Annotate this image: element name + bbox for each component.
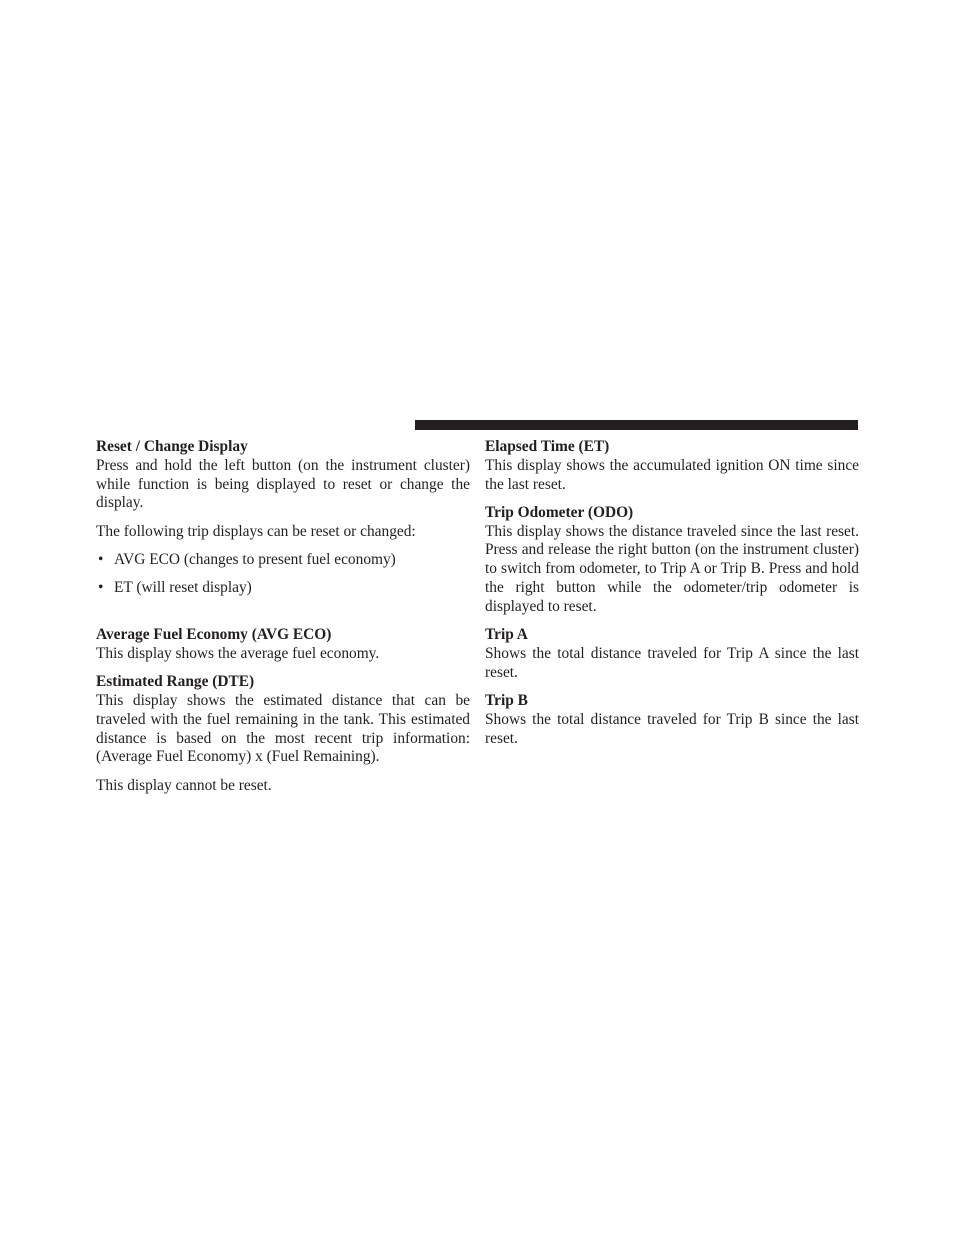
list-item — [96, 551, 470, 570]
list-item — [96, 579, 470, 598]
section-heading: Elapsed Time (ET) — [485, 438, 610, 455]
section-trip-a — [485, 626, 859, 682]
list-item-text: ET (will reset display) — [114, 579, 252, 597]
section-heading: Trip A — [485, 626, 528, 644]
section-average-fuel-economy — [96, 626, 470, 664]
section-estimated-range — [96, 673, 470, 795]
section-body: This display shows the estimated distance that can be traveled with the fuel remaining in the tank. This estimated distance is based on the most recent trip information: (Average Fuel Economy) x (Fuel Remaining). — [96, 691, 470, 766]
section-heading: Trip Odometer (ODO) — [485, 503, 634, 521]
section-reset-change-display — [96, 438, 470, 598]
section-heading: Estimated Range (DTE) — [96, 673, 255, 691]
trip-display-list — [96, 551, 470, 598]
section-body: This display shows the average fuel economy. — [96, 644, 380, 662]
section-heading: Trip B — [485, 692, 528, 710]
section-heading: Average Fuel Economy (AVG ECO) — [96, 626, 332, 644]
list-item-text: AVG ECO (changes to present fuel economy) — [114, 550, 396, 568]
section-intro: The following trip displays can be reset or changed: — [96, 522, 416, 540]
left-column — [96, 438, 470, 805]
section-body: This display shows the distance traveled since the last reset. Press and release the right button (on the instrument cluster) to switch from odometer, to Trip A or Trip B. Press and hold the right button while the odometer/trip odometer is displayed to reset. — [485, 522, 859, 615]
bullet-icon: • — [98, 579, 104, 597]
section-body: Press and hold the left button (on the instrument cluster) while function is being displayed to reset or change the display. — [96, 456, 470, 512]
section-trip-odometer — [485, 504, 859, 617]
header-rule — [415, 420, 858, 430]
section-body: This display shows the accumulated ignition ON time since the last reset. — [485, 456, 859, 493]
section-body: Shows the total distance traveled for Trip A since the last reset. — [485, 644, 859, 681]
section-trip-b — [485, 692, 859, 748]
right-column — [485, 438, 859, 758]
bullet-icon: • — [98, 550, 104, 568]
section-elapsed-time — [485, 438, 859, 494]
section-note: This display cannot be reset. — [96, 776, 272, 794]
section-heading: Reset / Change Display — [96, 438, 248, 455]
section-body: Shows the total distance traveled for Trip B since the last reset. — [485, 710, 859, 747]
